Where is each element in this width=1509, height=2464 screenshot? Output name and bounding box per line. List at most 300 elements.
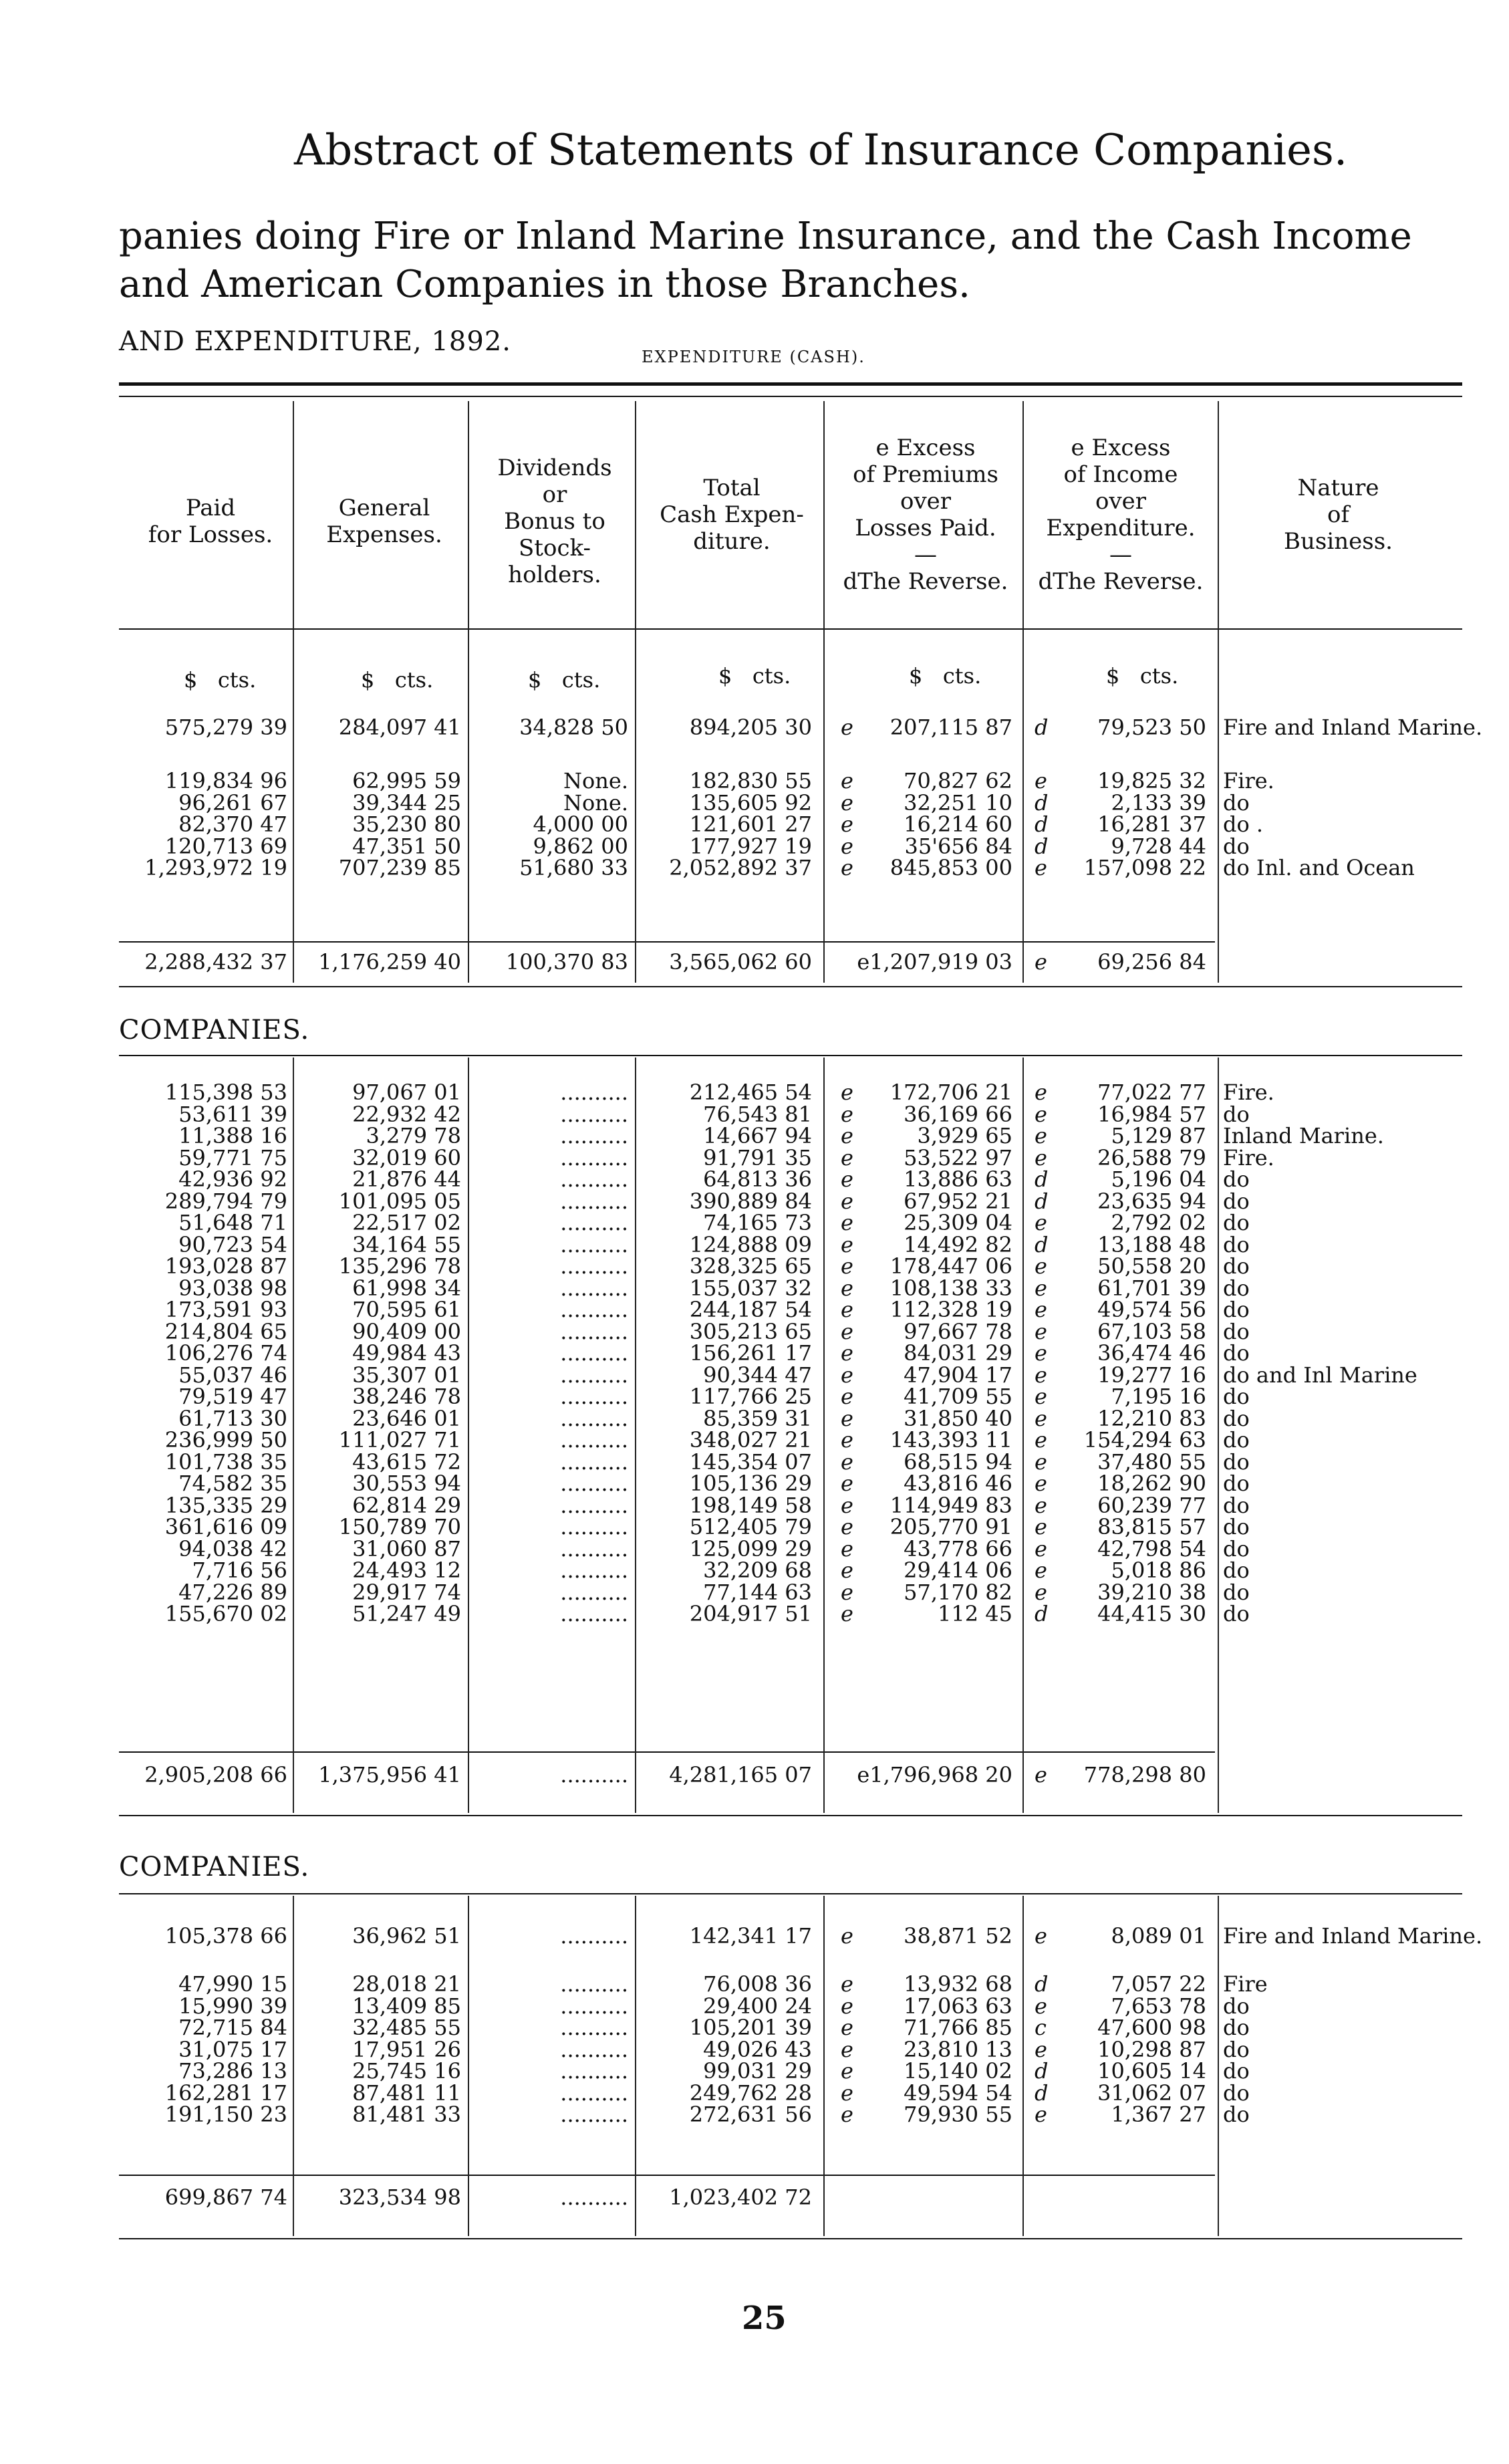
prem-cell: 29,414 06: [904, 1558, 1012, 1583]
dividends-cell: ..........: [560, 1601, 628, 1626]
column-inc-flag: [1035, 717, 1055, 879]
total-cell: 212,465 54: [689, 1080, 812, 1105]
paid-cell: 72,715 84: [178, 2015, 287, 2040]
inc-cell: 12,210 83: [1097, 1405, 1206, 1431]
inc-flag-cell: e: [1035, 1427, 1047, 1453]
total-cell: 348,027 21: [689, 1427, 812, 1453]
paid-cell: 15,990 39: [178, 1993, 287, 2019]
nature-cell: do .: [1223, 812, 1264, 837]
inc-cell: 16,281 37: [1097, 812, 1206, 837]
total-cell: 125,099 29: [689, 1535, 812, 1562]
column-rule: [1022, 1058, 1024, 1813]
inc-cell: 67,103 58: [1097, 1318, 1206, 1344]
total-cell: 272,631 56: [689, 2102, 812, 2127]
paid-cell: 106,276 74: [164, 1340, 287, 1366]
inc-flag-cell: e: [1035, 1318, 1047, 1344]
prem-flag-cell: e: [841, 1471, 853, 1496]
dividends-cell: ..........: [560, 2036, 628, 2062]
paid-cell: 101,738 35: [164, 1449, 287, 1475]
prem-cell: 79,930 55: [904, 2102, 1012, 2127]
prem-flag-cell: e: [841, 1449, 853, 1475]
paid-cell: 74,582 35: [178, 1471, 287, 1496]
inc-flag-cell: e: [1035, 855, 1047, 880]
paid-cell: 119,834 96: [164, 768, 287, 793]
dividends-cell: 34,828 50: [519, 715, 628, 740]
prem-cell: 84,031 29: [904, 1340, 1012, 1366]
dividends-cell: 9,862 00: [533, 833, 628, 859]
paid-cell: 94,038 42: [178, 1535, 287, 1562]
inc-flag-cell: e: [1035, 1514, 1047, 1539]
total-cell: 249,762 28: [689, 2080, 812, 2106]
dividends-cell: None.: [563, 789, 628, 816]
inc-flag-cell: e: [1035, 1144, 1047, 1171]
paid-cell: 289,794 79: [164, 1188, 287, 1214]
nature-cell: do: [1223, 1231, 1250, 1257]
total-cell: 85,359 31: [703, 1405, 812, 1431]
paid-cell: 162,281 17: [164, 2080, 287, 2106]
section-2-end-rule: [119, 1815, 1462, 1816]
prem-cell: 112,328 19: [889, 1297, 1012, 1322]
column-rule: [635, 1896, 636, 2236]
total-cell: 198,149 58: [689, 1492, 812, 1518]
inc-flag-cell: e: [1035, 1101, 1047, 1127]
total-cell: 64,813 36: [703, 1166, 812, 1192]
general-cell: 23,646 01: [352, 1405, 461, 1431]
prem-flag-cell: e: [841, 1492, 853, 1518]
general-cell: 34,164 55: [352, 1231, 461, 1257]
header-general: General Expenses.: [326, 495, 442, 548]
nature-cell: Fire and Inland Marine.: [1223, 1923, 1483, 1949]
prem-flag-cell: e: [841, 1558, 853, 1583]
prem-flag-cell: e: [841, 812, 853, 837]
total-cell: 778,298 80: [1083, 1762, 1206, 1788]
inc-cell: 7,195 16: [1111, 1384, 1206, 1409]
total-cell: 3,565,062 60: [669, 949, 812, 975]
general-cell: 35,230 80: [352, 812, 461, 837]
prem-cell: 15,140 02: [904, 2058, 1012, 2084]
dividends-cell: ..........: [560, 1579, 628, 1605]
inc-cell: 10,298 87: [1097, 2036, 1206, 2062]
dividends-cell: ..........: [560, 1449, 628, 1475]
inc-cell: 44,415 30: [1097, 1601, 1206, 1626]
general-cell: 22,932 42: [352, 1101, 461, 1127]
paid-cell: 361,616 09: [164, 1514, 287, 1539]
inc-flag-cell: e: [1035, 1253, 1047, 1279]
section-2-top-rule: [119, 1055, 1462, 1056]
dividends-cell: ..........: [560, 2058, 628, 2084]
page-subtitle: panies doing Fire or Inland Marine Insurance, and the Cash Income and American Companies in those Branches.: [119, 215, 1412, 306]
paid-cell: 31,075 17: [178, 2036, 287, 2062]
inc-cell: 5,196 04: [1111, 1166, 1206, 1192]
total-cell: 135,605 92: [689, 789, 812, 816]
paid-cell: 7,716 56: [192, 1558, 287, 1583]
unit-total: $ cts.: [718, 663, 791, 689]
total-cell: e: [1035, 1762, 1047, 1788]
total-cell: 390,889 84: [689, 1188, 812, 1214]
unit-paid: $ cts.: [184, 667, 257, 693]
nature-cell: do: [1223, 1471, 1250, 1496]
nature-cell: do: [1223, 2036, 1250, 2062]
inc-flag-cell: e: [1035, 1297, 1047, 1322]
inc-flag-cell: e: [1035, 1362, 1047, 1388]
paid-cell: 47,990 15: [178, 1971, 287, 1997]
dividends-cell: ..........: [560, 1318, 628, 1344]
dividends-cell: ..........: [560, 1297, 628, 1322]
nature-cell: do: [1223, 1579, 1250, 1605]
column-rule: [823, 1058, 825, 1813]
paid-cell: 193,028 87: [164, 1253, 287, 1279]
column-prem: [862, 717, 1012, 879]
prem-flag-cell: e: [841, 1340, 853, 1366]
inc-cell: 49,574 56: [1097, 1297, 1206, 1322]
inc-flag-cell: e: [1035, 1579, 1047, 1605]
prem-cell: 16,214 60: [904, 812, 1012, 837]
nature-cell: do: [1223, 1340, 1250, 1366]
prem-cell: 32,251 10: [904, 789, 1012, 816]
dividends-cell: ..........: [560, 1993, 628, 2019]
inc-cell: 83,815 57: [1097, 1514, 1206, 1539]
total-cell: e1,796,968 20: [857, 1762, 1012, 1788]
column-inc-flag: [1035, 1082, 1055, 1625]
prem-cell: 38,871 52: [904, 1923, 1012, 1949]
dividends-cell: ..........: [560, 1210, 628, 1235]
inc-cell: 42,798 54: [1097, 1535, 1206, 1562]
prem-flag-cell: e: [841, 1297, 853, 1322]
nature-cell: Inland Marine.: [1223, 1123, 1384, 1148]
column-rule: [1218, 401, 1219, 983]
prem-flag-cell: e: [841, 2102, 853, 2127]
general-cell: 111,027 71: [338, 1427, 461, 1453]
header-dividends: Dividends or Bonus to Stock- holders.: [497, 455, 612, 588]
prem-flag-cell: e: [841, 1362, 853, 1388]
prem-cell: 53,522 97: [904, 1144, 1012, 1171]
general-cell: 135,296 78: [338, 1253, 461, 1279]
total-cell: 2,052,892 37: [669, 855, 812, 880]
inc-flag-cell: e: [1035, 1384, 1047, 1409]
inc-flag-cell: d: [1035, 1601, 1049, 1626]
total-cell: 105,201 39: [689, 2015, 812, 2040]
general-cell: 47,351 50: [352, 833, 461, 859]
inc-flag-cell: d: [1035, 2058, 1049, 2084]
inc-flag-cell: d: [1035, 833, 1049, 859]
column-inc-flag: [1035, 1925, 1055, 2126]
inc-cell: 157,098 22: [1083, 855, 1206, 880]
total-cell: 32,209 68: [703, 1558, 812, 1583]
column-dividends: [481, 1082, 628, 1625]
caption-left: AND EXPENDITURE, 1892.: [119, 326, 511, 357]
prem-cell: 71,766 85: [904, 2015, 1012, 2040]
total-cell: 76,008 36: [703, 1971, 812, 1997]
prem-cell: 70,827 62: [904, 768, 1012, 793]
nature-cell: do: [1223, 1275, 1250, 1301]
column-rule: [1022, 401, 1024, 983]
inc-flag-cell: e: [1035, 1993, 1047, 2019]
inc-cell: 19,277 16: [1097, 1362, 1206, 1388]
dividends-cell: ..........: [560, 1535, 628, 1562]
inc-flag-cell: e: [1035, 1275, 1047, 1301]
dividends-cell: ..........: [560, 1144, 628, 1171]
inc-flag-cell: d: [1035, 2080, 1049, 2106]
inc-cell: 7,057 22: [1111, 1971, 1206, 1997]
dividends-cell: None.: [563, 768, 628, 793]
nature-cell: do: [1223, 1492, 1250, 1518]
dividends-cell: ..........: [560, 1971, 628, 1997]
column-rule: [823, 401, 825, 983]
section-3-top-rule: [119, 1893, 1462, 1894]
paid-cell: 96,261 67: [178, 789, 287, 816]
paid-cell: 51,648 71: [178, 1210, 287, 1235]
inc-cell: 47,600 98: [1097, 2015, 1206, 2040]
prem-flag-cell: e: [841, 1275, 853, 1301]
column-nature: [1223, 1082, 1464, 1625]
inc-cell: 60,239 77: [1097, 1492, 1206, 1518]
general-cell: 30,553 94: [352, 1471, 461, 1496]
column-rule: [1218, 1896, 1219, 2236]
total-cell: 99,031 29: [703, 2058, 812, 2084]
dividends-cell: ..........: [560, 1362, 628, 1388]
paid-cell: 236,999 50: [164, 1427, 287, 1453]
total-cell: 1,176,259 40: [318, 949, 461, 975]
nature-cell: do: [1223, 1405, 1250, 1431]
total-cell: 117,766 25: [689, 1384, 812, 1409]
general-cell: 51,247 49: [352, 1601, 461, 1626]
paid-cell: 53,611 39: [178, 1101, 287, 1127]
prem-flag-cell: e: [841, 2058, 853, 2084]
inc-cell: 16,984 57: [1097, 1101, 1206, 1127]
total-cell: 244,187 54: [689, 1297, 812, 1322]
dividends-cell: ..........: [560, 1514, 628, 1539]
total-cell: 29,400 24: [703, 1993, 812, 2019]
dividends-cell: ..........: [560, 2015, 628, 2040]
prem-flag-cell: e: [841, 1514, 853, 1539]
column-rule: [823, 1896, 825, 2236]
prem-cell: 17,063 63: [904, 1993, 1012, 2019]
general-cell: 62,814 29: [352, 1492, 461, 1518]
inc-cell: 79,523 50: [1097, 715, 1206, 740]
nature-cell: do: [1223, 2080, 1250, 2106]
general-cell: 61,998 34: [352, 1275, 461, 1301]
general-cell: 13,409 85: [352, 1993, 461, 2019]
paid-cell: 191,150 23: [164, 2102, 287, 2127]
nature-cell: Fire and Inland Marine.: [1223, 715, 1483, 740]
total-cell: 182,830 55: [689, 768, 812, 793]
prem-cell: 41,709 55: [904, 1384, 1012, 1409]
inc-cell: 50,558 20: [1097, 1253, 1206, 1279]
column-rule: [1022, 1896, 1024, 2236]
inc-cell: 154,294 63: [1083, 1427, 1206, 1453]
prem-flag-cell: e: [841, 1318, 853, 1344]
column-inc: [1056, 1925, 1206, 2126]
dividends-cell: ..........: [560, 1340, 628, 1366]
inc-flag-cell: d: [1035, 1971, 1049, 1997]
column-rule: [293, 1058, 294, 1813]
column-total: [642, 1082, 812, 1625]
inc-cell: 13,188 48: [1097, 1231, 1206, 1257]
dividends-cell: ..........: [560, 1188, 628, 1214]
prem-cell: 178,447 06: [889, 1253, 1012, 1279]
inc-cell: 31,062 07: [1097, 2080, 1206, 2106]
prem-cell: 57,170 82: [904, 1579, 1012, 1605]
inc-cell: 9,728 44: [1111, 833, 1206, 859]
prem-flag-cell: e: [841, 1123, 853, 1148]
prem-flag-cell: e: [841, 1188, 853, 1214]
column-dividends: [481, 717, 628, 879]
inc-flag-cell: e: [1035, 1405, 1047, 1431]
paid-cell: 73,286 13: [178, 2058, 287, 2084]
header-total: Total Cash Expen- diture.: [660, 475, 804, 555]
column-inc: [1056, 717, 1206, 879]
column-prem-flag: [841, 1925, 861, 2126]
column-general: [297, 1082, 461, 1625]
nature-cell: do Inl. and Ocean: [1223, 855, 1415, 880]
unit-excess-premiums: $ cts.: [909, 663, 982, 689]
nature-cell: do: [1223, 1253, 1250, 1279]
general-cell: 32,019 60: [352, 1144, 461, 1171]
nature-cell: do: [1223, 1210, 1250, 1235]
dividends-cell: ..........: [560, 1405, 628, 1431]
dividends-cell: ..........: [560, 1275, 628, 1301]
column-prem: [862, 1925, 1012, 2126]
column-inc: [1056, 1082, 1206, 1625]
total-cell: ..........: [560, 2185, 628, 2210]
paid-cell: 47,226 89: [178, 1579, 287, 1605]
inc-flag-cell: e: [1035, 1449, 1047, 1475]
prem-cell: 205,770 91: [889, 1514, 1012, 1539]
prem-cell: 47,904 17: [904, 1362, 1012, 1388]
inc-flag-cell: e: [1035, 1123, 1047, 1148]
column-paid: [127, 1925, 287, 2126]
header-nature: Nature of Business.: [1284, 475, 1393, 555]
prem-flag-cell: e: [841, 1384, 853, 1409]
prem-cell: 845,853 00: [889, 855, 1012, 880]
nature-cell: do: [1223, 2102, 1250, 2127]
total-cell: 328,325 65: [689, 1253, 812, 1279]
total-cell: 2,905,208 66: [144, 1762, 287, 1788]
dividends-cell: ..........: [560, 1253, 628, 1279]
total-cell: 699,867 74: [164, 2185, 287, 2210]
inc-cell: 10,605 14: [1097, 2058, 1206, 2084]
paid-cell: 1,293,972 19: [144, 855, 287, 880]
prem-flag-cell: e: [841, 1993, 853, 2019]
inc-flag-cell: e: [1035, 2102, 1047, 2127]
total-cell: 142,341 17: [689, 1923, 812, 1949]
column-general: [297, 1925, 461, 2126]
inc-cell: 5,129 87: [1111, 1123, 1206, 1148]
prem-flag-cell: e: [841, 715, 853, 740]
section-2-total-rule: [119, 1751, 1215, 1753]
prem-cell: 31,850 40: [904, 1405, 1012, 1431]
general-cell: 62,995 59: [352, 768, 461, 793]
prem-cell: 13,886 63: [904, 1166, 1012, 1192]
nature-cell: do: [1223, 1535, 1250, 1562]
inc-cell: 61,701 39: [1097, 1275, 1206, 1301]
column-rule: [468, 1058, 469, 1813]
paid-cell: 155,670 02: [164, 1601, 287, 1626]
prem-flag-cell: e: [841, 1405, 853, 1431]
inc-cell: 39,210 38: [1097, 1579, 1206, 1605]
prem-flag-cell: e: [841, 1210, 853, 1235]
dividends-cell: ..........: [560, 1558, 628, 1583]
paid-cell: 82,370 47: [178, 812, 287, 837]
general-cell: 284,097 41: [338, 715, 461, 740]
column-rule: [468, 1896, 469, 2236]
dividends-cell: ..........: [560, 1384, 628, 1409]
inc-cell: 19,825 32: [1097, 768, 1206, 793]
general-cell: 90,409 00: [352, 1318, 461, 1344]
column-prem: [862, 1082, 1012, 1625]
page-title: Abstract of Statements of Insurance Companies.: [294, 126, 1348, 175]
prem-cell: 143,393 11: [889, 1427, 1012, 1453]
total-cell: e1,207,919 03: [857, 949, 1012, 975]
paid-cell: 115,398 53: [164, 1080, 287, 1105]
nature-cell: do: [1223, 1993, 1250, 2019]
total-cell: 177,927 19: [689, 833, 812, 859]
header-paid: Paid for Losses.: [148, 495, 273, 548]
dividends-cell: ..........: [560, 1427, 628, 1453]
inc-cell: 5,018 86: [1111, 1558, 1206, 1583]
general-cell: 24,493 12: [352, 1558, 461, 1583]
prem-cell: 23,810 13: [904, 2036, 1012, 2062]
nature-cell: Fire.: [1223, 1080, 1274, 1105]
total-cell: 121,601 27: [689, 812, 812, 837]
prem-flag-cell: e: [841, 1579, 853, 1605]
column-rule: [1218, 1058, 1219, 1813]
total-cell: 74,165 73: [703, 1210, 812, 1235]
nature-cell: do and Inl Marine: [1223, 1362, 1417, 1388]
paid-cell: 59,771 75: [178, 1144, 287, 1171]
paid-cell: 575,279 39: [164, 715, 287, 740]
section-2-heading: COMPANIES.: [119, 1015, 310, 1045]
inc-flag-cell: e: [1035, 1210, 1047, 1235]
nature-cell: do: [1223, 833, 1250, 859]
nature-cell: do: [1223, 1601, 1250, 1626]
section-1-end-rule: [119, 986, 1462, 987]
inc-cell: 8,089 01: [1111, 1923, 1206, 1949]
inc-flag-cell: e: [1035, 1923, 1047, 1949]
general-cell: 38,246 78: [352, 1384, 461, 1409]
column-rule: [635, 401, 636, 983]
general-cell: 21,876 44: [352, 1166, 461, 1192]
total-cell: 77,144 63: [703, 1579, 812, 1605]
unit-dividends: $ cts.: [528, 667, 601, 693]
general-cell: 35,307 01: [352, 1362, 461, 1388]
prem-cell: 3,929 65: [917, 1123, 1012, 1148]
general-cell: 49,984 43: [352, 1340, 461, 1366]
inc-flag-cell: d: [1035, 1231, 1049, 1257]
total-cell: 1,023,402 72: [669, 2185, 812, 2210]
paid-cell: 79,519 47: [178, 1384, 287, 1409]
paid-cell: 105,378 66: [164, 1923, 287, 1949]
dividends-cell: 51,680 33: [519, 855, 628, 880]
dividends-cell: ..........: [560, 1492, 628, 1518]
nature-cell: do: [1223, 1318, 1250, 1344]
total-cell: 305,213 65: [689, 1318, 812, 1344]
inc-cell: 77,022 77: [1097, 1080, 1206, 1105]
prem-flag-cell: e: [841, 2080, 853, 2106]
prem-flag-cell: e: [841, 1080, 853, 1105]
paid-cell: 42,936 92: [178, 1166, 287, 1192]
total-cell: 512,405 79: [689, 1514, 812, 1539]
inc-cell: 26,588 79: [1097, 1144, 1206, 1171]
prem-cell: 49,594 54: [904, 2080, 1012, 2106]
paid-cell: 214,804 65: [164, 1318, 287, 1344]
unit-excess-income: $ cts.: [1106, 663, 1179, 689]
dividends-cell: ..........: [560, 1166, 628, 1192]
dividends-cell: ..........: [560, 2080, 628, 2106]
prem-flag-cell: e: [841, 1923, 853, 1949]
prem-cell: 108,138 33: [889, 1275, 1012, 1301]
column-prem-flag: [841, 717, 861, 879]
